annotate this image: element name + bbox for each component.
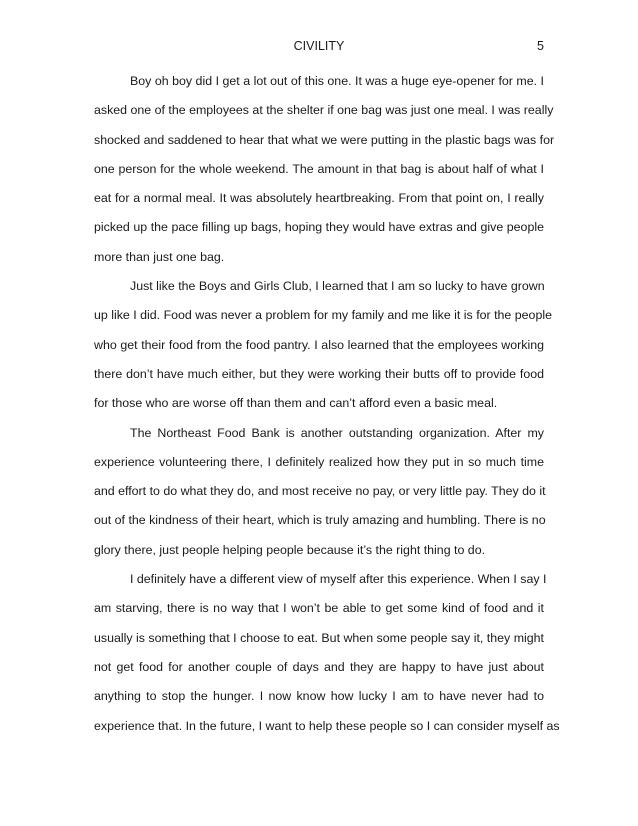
running-head — [94, 37, 544, 55]
text-line: Boy oh boy did I get a lot out of this one. It was a huge eye-opener for me. I — [130, 74, 544, 88]
text-line: there don’t have much either, but they were working their butts off to provide food — [94, 366, 544, 381]
text-line: not get food for another couple of days and they are happy to have just about — [94, 659, 544, 674]
text-line: more than just one bag. — [94, 249, 225, 264]
text-line: Just like the Boys and Girls Club, I learned that I am so lucky to have grown — [130, 279, 545, 294]
text-line: and effort to do what they do, and most receive no pay, or very little pay. They do it — [94, 484, 546, 499]
text-line: eat for a normal meal. It was absolutely heartbreaking. From that point on, I really — [94, 191, 544, 206]
text-line: up like I did. Food was never a problem for my family and me like it is for the people — [94, 308, 552, 323]
body-text — [94, 67, 560, 741]
text-line: for those who are worse off than them and can’t afford even a basic meal. — [94, 396, 498, 411]
paragraph — [94, 419, 544, 565]
text-line: I definitely have a different view of myself after this experience. When I say I — [130, 572, 547, 587]
text-line: shocked and saddened to hear that what we were putting in the plastic bags was for — [94, 132, 555, 147]
page-number: 5 — [537, 39, 544, 53]
paragraph — [94, 272, 552, 418]
text-line: usually is something that I choose to eat. But when some people say it, they might — [94, 630, 544, 645]
text-line: who get their food from the food pantry. I also learned that the employees working — [94, 337, 544, 352]
text-line: anything to stop the hunger. I now know how lucky I am to have never had to — [94, 689, 544, 704]
text-line: out of the kindness of their heart, which is truly amazing and humbling. There is no — [94, 513, 546, 528]
text-line: am starving, there is no way that I won’t be able to get some kind of food and it — [94, 601, 544, 616]
text-line: experience that. In the future, I want to help these people so I can consider myself as — [94, 718, 560, 733]
text-line: asked one of the employees at the shelter if one bag was just one meal. I was really — [94, 103, 554, 118]
text-line: glory there, just people helping people because it’s the right thing to do. — [94, 542, 486, 557]
text-line: experience volunteering there, I definitely realized how they put in so much time — [94, 454, 544, 469]
paragraph — [94, 67, 555, 272]
text-line: The Northeast Food Bank is another outstanding organization. After my — [130, 425, 544, 440]
text-line: picked up the pace filling up bags, hoping they would have extras and give people — [94, 220, 544, 235]
text-line: one person for the whole weekend. The amount in that bag is about half of what I — [94, 161, 544, 176]
running-title: CIVILITY — [293, 39, 345, 53]
paragraph — [94, 565, 560, 741]
